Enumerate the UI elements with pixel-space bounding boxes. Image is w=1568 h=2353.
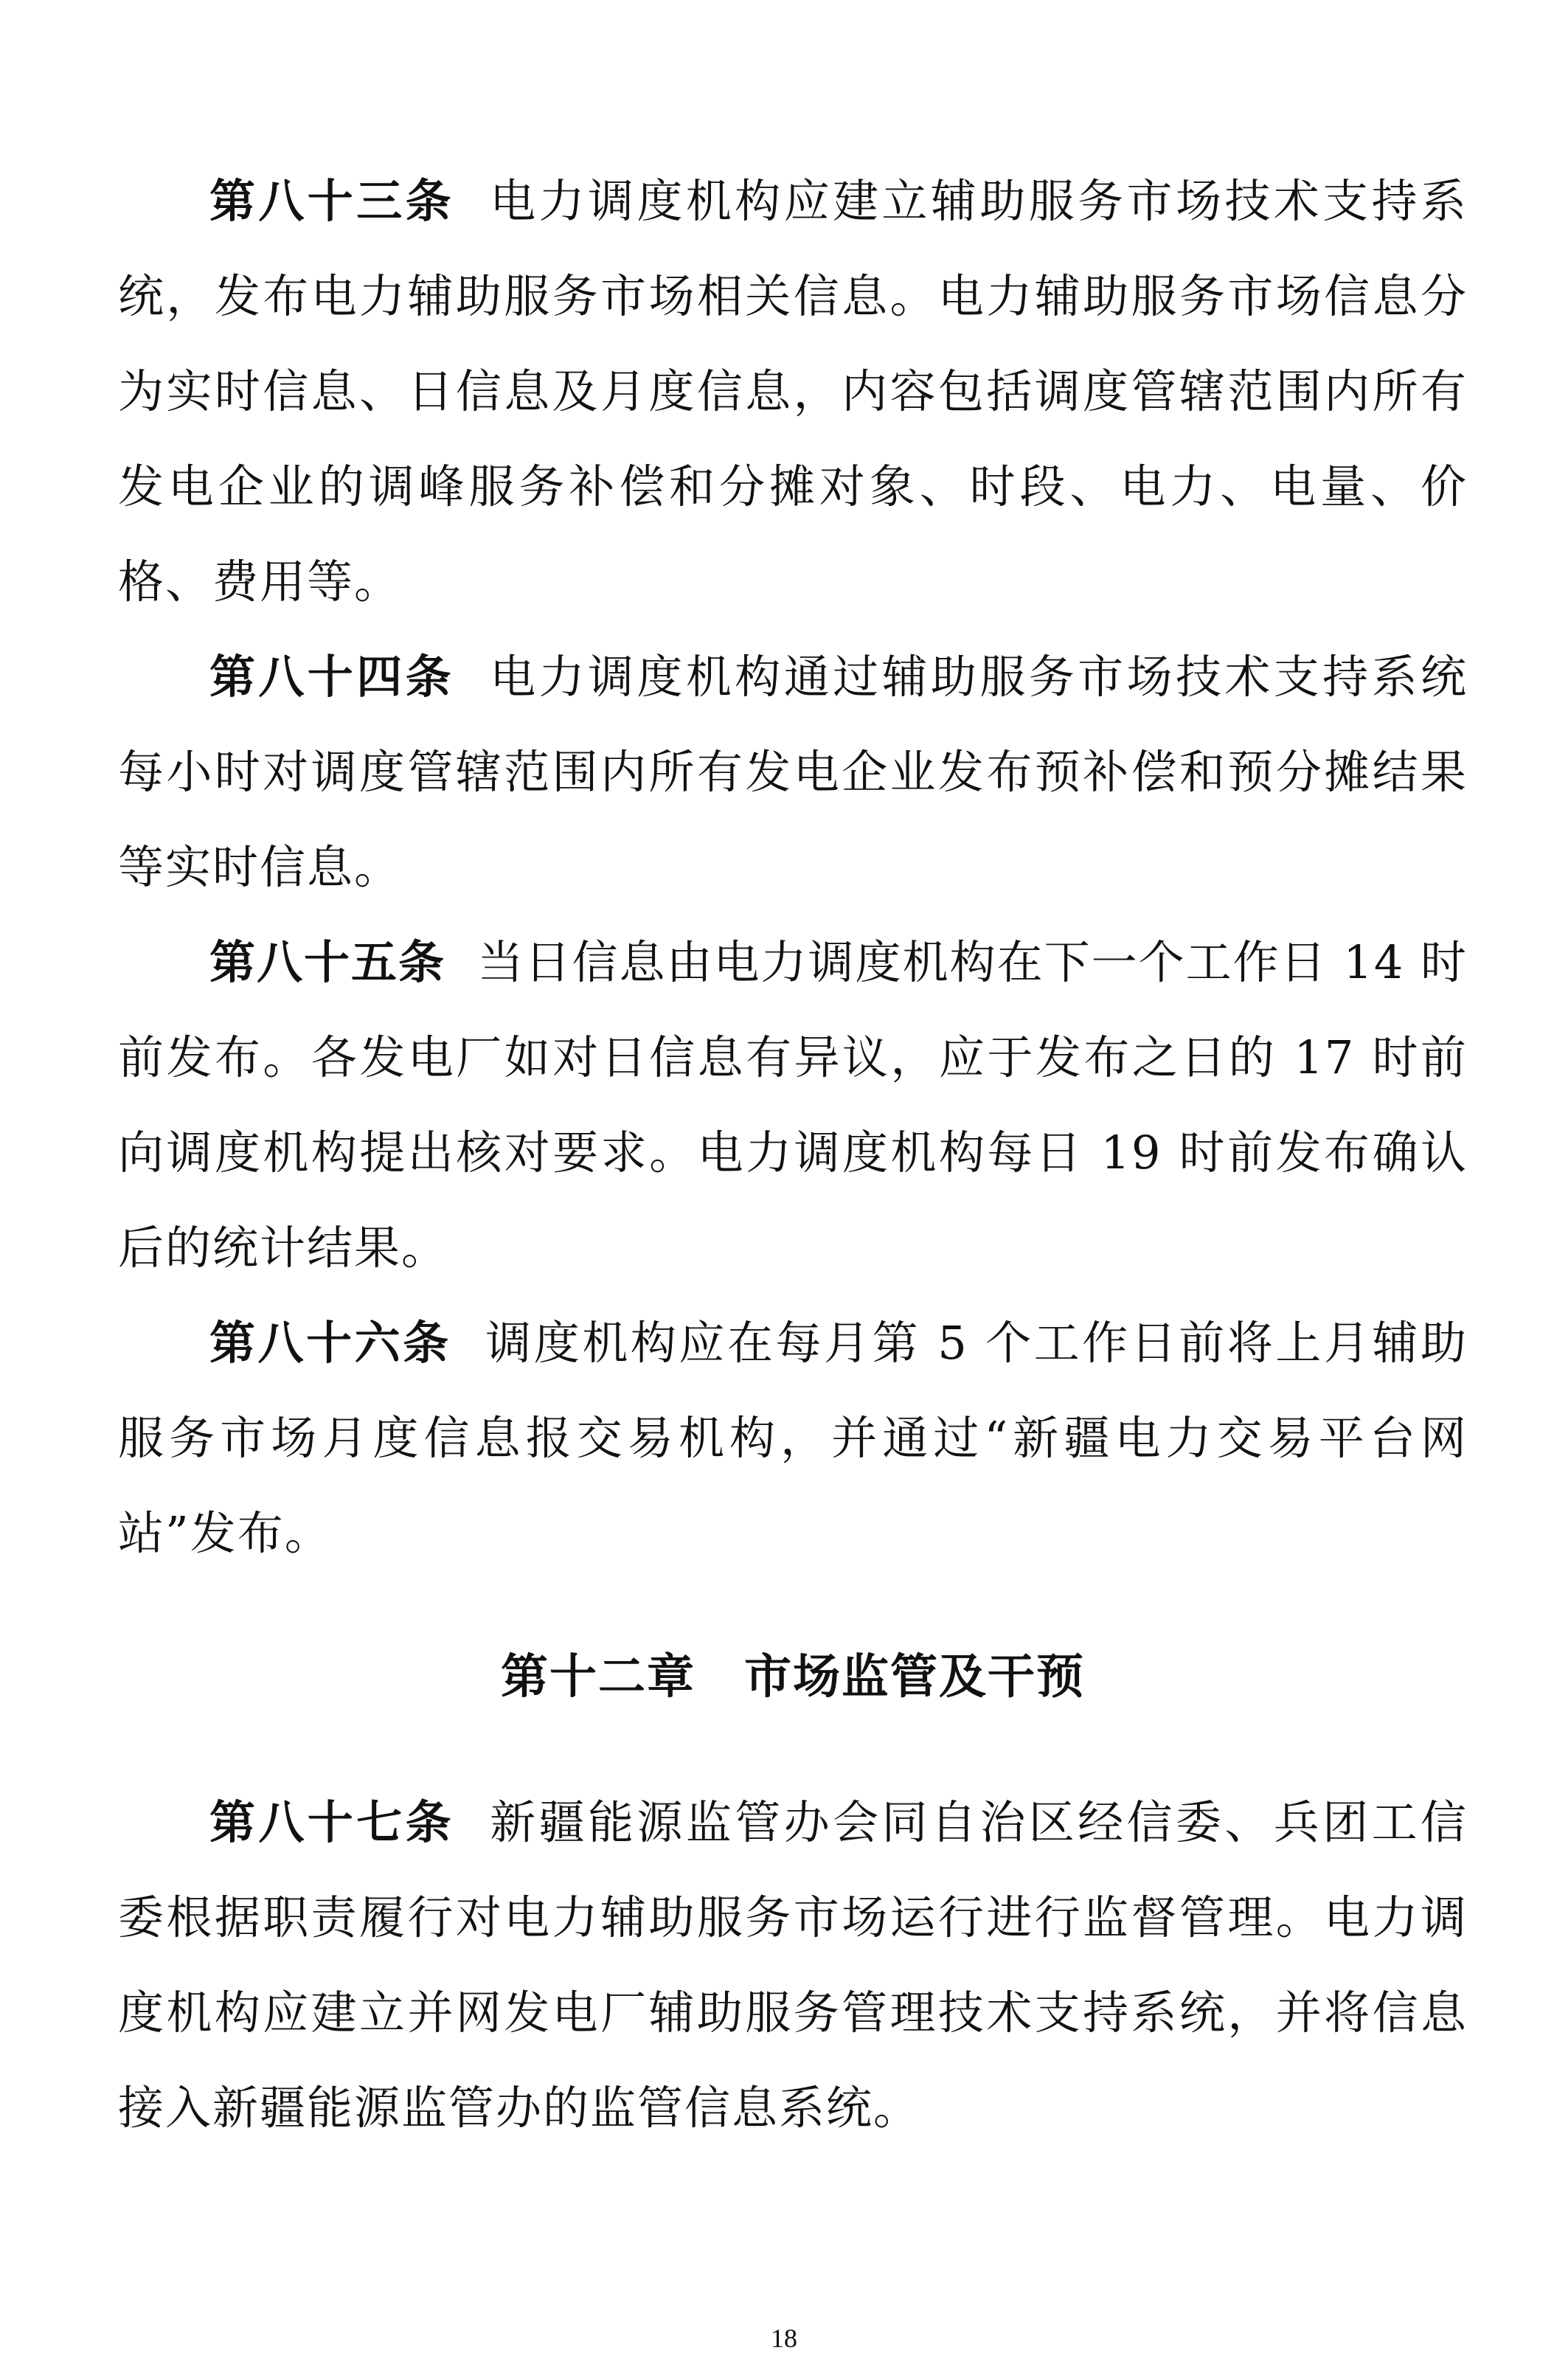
article-83-number: 第八十三条 — [209, 174, 455, 228]
article-83-paragraph — [118, 153, 1468, 629]
article-86-text: 调度机构应在每月第 5 个工作日前将上月辅助服务市场月度信息报交易机构，并通过“新疆电力交易平台网站”发布。 — [118, 1316, 1468, 1560]
article-84-text: 电力调度机构通过辅助服务市场技术支持系统每小时对调度管辖范围内所有发电企业发布预补偿和预分摊结果等实时信息。 — [118, 650, 1468, 894]
page-number: 18 — [771, 2323, 797, 2353]
article-87-text: 新疆能源监管办会同自治区经信委、兵团工信委根据职责履行对电力辅助服务市场运行进行监督管理。电力调度机构应建立并网发电厂辅助服务管理技术支持系统，并将信息接入新疆能源监管办的监管信息系统。 — [118, 1795, 1468, 2135]
article-86-number: 第八十六条 — [209, 1316, 451, 1370]
article-84-paragraph — [118, 629, 1468, 915]
document-body — [118, 153, 1468, 2155]
chapter-heading: 第十二章 市场监管及干预 — [501, 1649, 1085, 1705]
article-84-number: 第八十四条 — [209, 650, 455, 704]
article-85-text: 当日信息由电力调度机构在下一个工作日 14 时前发布。各发电厂如对日信息有异议，应于发布之日的 17 时前向调度机构提出核对要求。电力调度机构每日 19 时前发布确认后的统计结果。 — [118, 935, 1468, 1275]
article-83-text: 电力调度机构应建立辅助服务市场技术支持系统，发布电力辅助服务市场相关信息。电力辅助服务市场信息分为实时信息、日信息及月度信息，内容包括调度管辖范围内所有发电企业的调峰服务补偿和分摊对象、时段、电力、电量、价格、费用等。 — [118, 174, 1468, 609]
article-85-number: 第八十五条 — [209, 935, 446, 989]
article-85-paragraph — [118, 915, 1468, 1295]
article-87-number: 第八十七条 — [209, 1795, 455, 1849]
article-87-paragraph — [118, 1775, 1468, 2155]
article-86-paragraph — [118, 1295, 1468, 1581]
